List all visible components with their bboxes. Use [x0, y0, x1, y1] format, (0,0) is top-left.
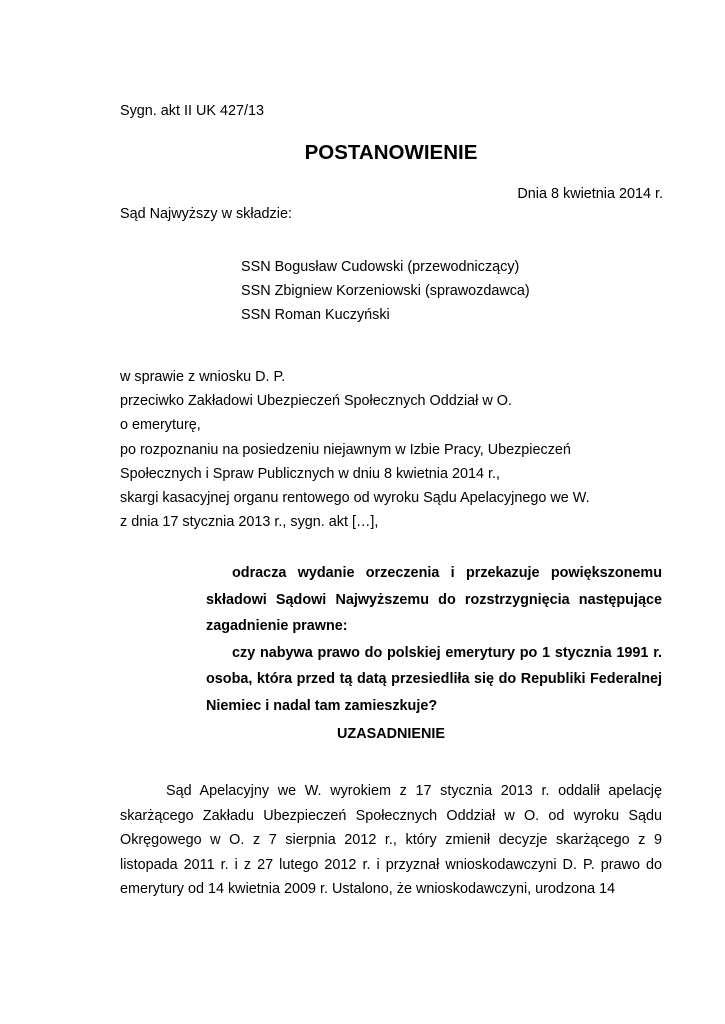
ruling-decision: odracza wydanie orzeczenia i przekazuje powiększonemu składowi Sądowi Najwyższemu do rozstrzygnięcia następujące zagadnienie prawne:	[206, 565, 662, 635]
case-line: o emeryturę,	[120, 417, 201, 434]
judges-list	[241, 258, 530, 330]
justification-heading: UZASADNIENIE	[337, 726, 445, 742]
document-date: Dnia 8 kwietnia 2014 r.	[517, 186, 663, 202]
case-signature: Sygn. akt II UK 427/13	[120, 103, 264, 119]
court-composition-label: Sąd Najwyższy w składzie:	[120, 206, 292, 222]
ruling-block	[206, 560, 662, 720]
legal-question: czy nabywa prawo do polskiej emerytury po 1 stycznia 1991 r. osoba, która przed tą datą przesiedliła się do Republiki Federalnej Niemiec i nadal tam zamieszkuje?	[206, 644, 662, 714]
judge-member: SSN Roman Kuczyński	[241, 307, 390, 323]
judge-rapporteur: SSN Zbigniew Korzeniowski (sprawozdawca)	[241, 283, 530, 299]
case-line: Społecznych i Spraw Publicznych w dniu 8 kwietnia 2014 r.,	[120, 465, 500, 482]
case-line: w sprawie z wniosku D. P.	[120, 369, 286, 385]
case-line: przeciwko Zakładowi Ubezpieczeń Społecznych Oddział w O.	[120, 393, 512, 410]
document-title: POSTANOWIENIE	[304, 141, 478, 164]
case-line: po rozpoznaniu na posiedzeniu niejawnym w Izbie Pracy, Ubezpieczeń	[120, 441, 571, 458]
case-details	[120, 368, 590, 537]
justification-paragraph: Sąd Apelacyjny we W. wyrokiem z 17 stycznia 2013 r. oddalił apelację skarżącego Zakładu Ubezpieczeń Społecznych Oddział w O. od wyroku Sądu Okręgowego w O. z 7 sierpnia 2012 r., który zmienił decyzje skarżącego z 9 listopada 2011 r. i z 27 lutego 2012 r. i przyznał wnioskodawczyni D. P. prawo do emerytury od 14 kwietnia 2009 r. Ustalono, że wnioskodawczyni, urodzona 14	[120, 783, 662, 898]
case-line: skargi kasacyjnej organu rentowego od wyroku Sądu Apelacyjnego we W.	[120, 489, 590, 506]
case-line: z dnia 17 stycznia 2013 r., sygn. akt […],	[120, 514, 379, 531]
judge-presiding: SSN Bogusław Cudowski (przewodniczący)	[241, 259, 520, 275]
